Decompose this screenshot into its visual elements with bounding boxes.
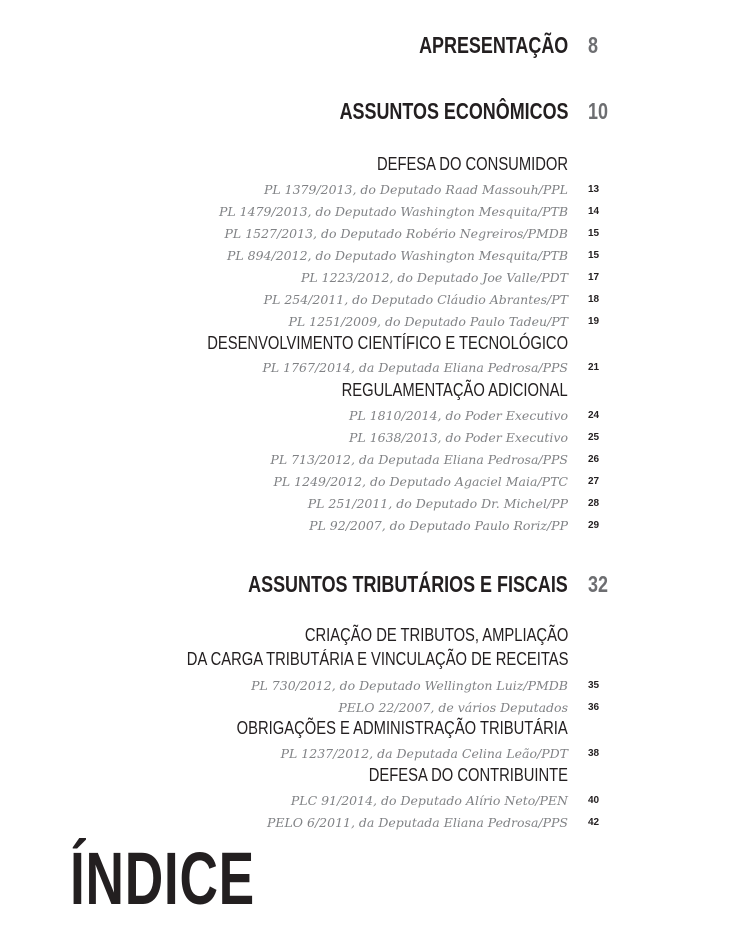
toc-entry[interactable]: PL 1767/2014, da Deputada Eliana Pedrosa/PPS	[262, 360, 568, 375]
toc-entry-page: 17	[588, 272, 600, 283]
toc-entry[interactable]: PL 92/2007, do Deputado Paulo Roriz/PP	[309, 518, 568, 533]
section-title-assuntos-economicos[interactable]: ASSUNTOS ECONÔMICOS	[339, 98, 568, 124]
section-page-assuntos-tributarios: 32	[588, 571, 608, 597]
toc-entry-page: 28	[588, 498, 600, 509]
section-page-assuntos-economicos: 10	[588, 98, 608, 124]
toc-entry[interactable]: PL 1810/2014, do Poder Executivo	[349, 408, 568, 423]
toc-entry-page: 13	[588, 184, 600, 195]
toc-entry-page: 18	[588, 294, 600, 305]
toc-entry-page: 29	[588, 520, 600, 531]
subsection-desenvolvimento-cientifico[interactable]: DESENVOLVIMENTO CIENTÍFICO E TECNOLÓGICO	[207, 333, 568, 353]
page-title: ÍNDICE	[70, 837, 255, 920]
toc-entry[interactable]: PL 1379/2013, do Deputado Raad Massouh/PPL	[263, 182, 568, 197]
subsection-defesa-do-contribuinte[interactable]: DEFESA DO CONTRIBUINTE	[368, 765, 568, 785]
toc-entry-page: 25	[588, 432, 600, 443]
toc-entry[interactable]: PLC 91/2014, do Deputado Alírio Neto/PEN	[290, 793, 568, 808]
subsection-criacao-de-tributos[interactable]: CRIAÇÃO DE TRIBUTOS, AMPLIAÇÃO	[304, 625, 568, 645]
toc-entry[interactable]: PELO 22/2007, de vários Deputados	[338, 700, 568, 715]
toc-entry-page: 35	[588, 680, 600, 691]
toc-entry[interactable]: PL 1237/2012, da Deputada Celina Leão/PDT	[280, 746, 568, 761]
toc-entry[interactable]: PL 1251/2009, do Deputado Paulo Tadeu/PT	[288, 314, 568, 329]
toc-entry[interactable]: PL 1527/2013, do Deputado Robério Negreiros/PMDB	[224, 226, 568, 241]
toc-entry[interactable]: PL 1638/2013, do Poder Executivo	[349, 430, 568, 445]
toc-entry[interactable]: PL 713/2012, da Deputada Eliana Pedrosa/PPS	[270, 452, 568, 467]
subsection-carga-tributaria[interactable]: DA CARGA TRIBUTÁRIA E VINCULAÇÃO DE RECEITAS	[186, 649, 568, 669]
subsection-defesa-do-consumidor[interactable]: DEFESA DO CONSUMIDOR	[376, 154, 568, 174]
section-title-assuntos-tributarios[interactable]: ASSUNTOS TRIBUTÁRIOS E FISCAIS	[248, 571, 568, 597]
subsection-regulamentacao-adicional[interactable]: REGULAMENTAÇÃO ADICIONAL	[341, 380, 568, 400]
toc-entry-page: 26	[588, 454, 600, 465]
toc-entry[interactable]: PL 894/2012, do Deputado Washington Mesquita/PTB	[226, 248, 568, 263]
toc-entry[interactable]: PL 251/2011, do Deputado Dr. Michel/PP	[307, 496, 568, 511]
toc-entry-page: 40	[588, 795, 600, 806]
toc-entry[interactable]: PL 1249/2012, do Deputado Agaciel Maia/PTC	[273, 474, 568, 489]
toc-entry-page: 42	[588, 817, 600, 828]
toc-entry[interactable]: PL 1223/2012, do Deputado Joe Valle/PDT	[300, 270, 568, 285]
toc-entry-page: 21	[588, 362, 600, 373]
subsection-obrigacoes[interactable]: OBRIGAÇÕES E ADMINISTRAÇÃO TRIBUTÁRIA	[236, 718, 568, 738]
toc-entry-page: 15	[588, 228, 600, 239]
toc-entry-page: 36	[588, 702, 600, 713]
toc-entry-page: 19	[588, 316, 600, 327]
toc-entry[interactable]: PELO 6/2011, da Deputada Eliana Pedrosa/PPS	[266, 815, 568, 830]
toc-entry[interactable]: PL 254/2011, do Deputado Cláudio Abrantes/PT	[263, 292, 568, 307]
toc-entry-page: 27	[588, 476, 600, 487]
toc-entry-page: 15	[588, 250, 600, 261]
toc-entry[interactable]: PL 730/2012, do Deputado Wellington Luiz/PMDB	[251, 678, 568, 693]
section-page-apresentacao: 8	[588, 32, 598, 58]
toc-entry-page: 38	[588, 748, 600, 759]
toc-entry-page: 14	[588, 206, 600, 217]
section-title-apresentacao[interactable]: APRESENTAÇÃO	[418, 32, 568, 58]
toc-entry[interactable]: PL 1479/2013, do Deputado Washington Mesquita/PTB	[219, 204, 568, 219]
toc-entry-page: 24	[588, 410, 600, 421]
